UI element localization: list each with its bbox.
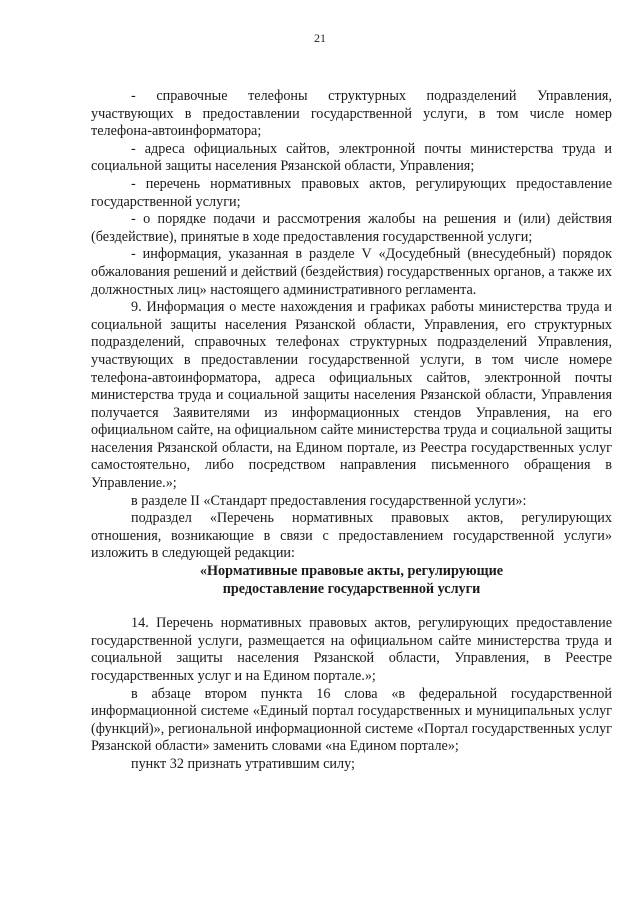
paragraph: - адреса официальных сайтов, электронной почты министерства труда и социальной защиты населения Рязанской области, Управления; <box>91 140 612 175</box>
section-heading-line-1: «Нормативные правовые акты, регулирующие <box>199 563 504 580</box>
paragraph: 9. Информация о месте нахождения и графиках работы министерства труда и социальной защиты населения Рязанской области, Управления, его структурных подразделений, справочных телефонах структурных подразделений Управления, участвующих в предоставлении государственной услуги, в том числе номере телефона-автоинформатора, адреса официальных сайтов, электронной почты министерства труда и социальной защиты населения Рязанской области, Управления получается Заявителями из информационных стендов Управления, на его официальном сайте, на официальном сайте министерства труда и социальной защиты населения Рязанской области, на Едином портале, из Реестра государственных услуг самостоятельно, либо посредством направления письменного обращения в Управление.»; <box>91 299 612 492</box>
paragraph: пункт 32 признать утратившим силу; <box>131 755 355 772</box>
paragraph: - справочные телефоны структурных подразделений Управления, участвующих в предоставлении государственной услуги, в том числе номер телефона-автоинформатора; <box>91 88 612 140</box>
paragraph: в разделе II «Стандарт предоставления государственной услуги»: <box>131 492 527 509</box>
section-heading-line-2: предоставление государственной услуги <box>222 580 481 597</box>
document-body <box>91 88 612 774</box>
page-number: 21 <box>314 31 326 45</box>
paragraph: - перечень нормативных правовых актов, регулирующих предоставление государственной услуги; <box>91 175 612 210</box>
paragraph: 14. Перечень нормативных правовых актов, регулирующих предоставление государственной услуги, размещается на официальном сайте министерства труда и социальной защиты населения Рязанской области, Управления, в Реестре государственных услуг и на Едином портале.»; <box>91 615 612 684</box>
paragraph: - информация, указанная в разделе V «Досудебный (внесудебный) порядок обжалования решений и действий (бездействия) государственных органов, а также их должностных лиц» настоящего административного регламента. <box>91 246 612 298</box>
paragraph: подраздел «Перечень нормативных правовых актов, регулирующих отношения, возникающие в связи с предоставлением государственной услуги» изложить в следующей редакции: <box>91 510 612 562</box>
paragraph: - о порядке подачи и рассмотрения жалобы на решения и (или) действия (бездействие), принятые в ходе предоставления государственной услуги; <box>91 211 612 245</box>
paragraph: в абзаце втором пункта 16 слова «в федеральной государственной информационной системе «Единый портал государственных и муниципальных услуг (функций)», региональной информационной системе «Портал государственных услуг Рязанской области» заменить словами «на Едином портале»; <box>91 685 612 755</box>
